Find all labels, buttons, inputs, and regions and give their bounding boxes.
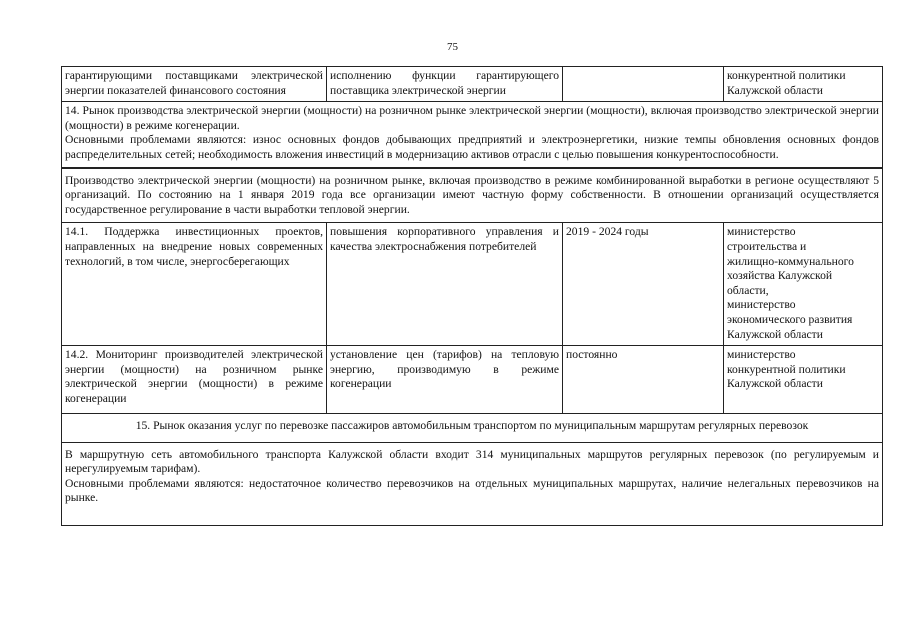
section-14-title: 14. Рынок производства электрической энергии (мощности) на розничном рынке электрической энергии (мощности), включая производство электрической энергии (мощности) в режиме когенерации. bbox=[65, 104, 879, 132]
section-header-row bbox=[62, 414, 883, 443]
section-14-problems: Основными проблемами являются: износ основных фондов добывающих предприятий и электроэнергетики, низкие темпы обновления основных фондов распределительных сетей; необходимость вложения инвестиций в модернизацию активов отрасли с целью повышения конкурентоспособности. bbox=[65, 133, 879, 161]
term-cell: 2019 - 2024 годы bbox=[563, 223, 724, 346]
measure-cell: 14.1. Поддержка инвестиционных проектов, направленных на внедрение новых современных технологий, в том числе, энергосберегающих bbox=[62, 223, 327, 346]
result-cell: установление цен (тарифов) на тепловую энергию, производимую в режиме когенерации bbox=[327, 346, 563, 414]
measure-cell: 14.2. Мониторинг производителей электрической энергии (мощности) на розничном рынке электрической энергии (мощности) в режиме когенерации bbox=[62, 346, 327, 414]
section-15-problems: Основными проблемами являются: недостаточное количество перевозчиков на отдельных муниципальных маршрутах, наличие нелегальных перевозчиков на рынке. bbox=[65, 476, 879, 505]
measure-cell: гарантирующими поставщиками электрической энергии показателей финансового состояния bbox=[62, 67, 327, 102]
page-number: 75 bbox=[447, 41, 458, 53]
section-info-row bbox=[62, 168, 883, 223]
result-cell: повышения корпоративного управления и качества электроснабжения потребителей bbox=[327, 223, 563, 346]
measures-table bbox=[61, 66, 883, 526]
responsible-cell: конкурентной политики Калужской области bbox=[724, 67, 883, 102]
section-15-network: В маршрутную сеть автомобильного транспорта Калужской области входит 314 муниципальных маршрутов регулярных перевозок (по регулируемым и нерегулируемым тарифам). bbox=[65, 447, 879, 476]
section-15-title: 15. Рынок оказания услуг по перевозке пассажиров автомобильным транспортом по муниципальным маршрутам регулярных перевозок bbox=[62, 414, 883, 443]
table-row bbox=[62, 223, 883, 346]
table-row bbox=[62, 67, 883, 102]
section-info-row bbox=[62, 442, 883, 525]
table-row bbox=[62, 346, 883, 414]
section-14-info: Производство электрической энергии (мощности) на розничном рынке, включая производство в режиме комбинированной выработки в регионе осуществляют 5 организаций. По состоянию на 1 января 2019 года все организации имеют частную форму собственности. В отношении организаций осуществляется государственное регулирование в части выработки тепловой энергии. bbox=[62, 168, 883, 223]
section-14-header bbox=[62, 102, 883, 168]
section-15-info bbox=[62, 442, 883, 525]
responsible-cell: министерство строительства и жилищно-коммунального хозяйства Калужской области, министерство экономического развития Калужской области bbox=[724, 223, 883, 346]
term-cell bbox=[563, 67, 724, 102]
result-cell: исполнению функции гарантирующего поставщика электрической энергии bbox=[327, 67, 563, 102]
responsible-cell: министерство конкурентной политики Калужской области bbox=[724, 346, 883, 414]
term-cell: постоянно bbox=[563, 346, 724, 414]
section-header-row bbox=[62, 102, 883, 168]
